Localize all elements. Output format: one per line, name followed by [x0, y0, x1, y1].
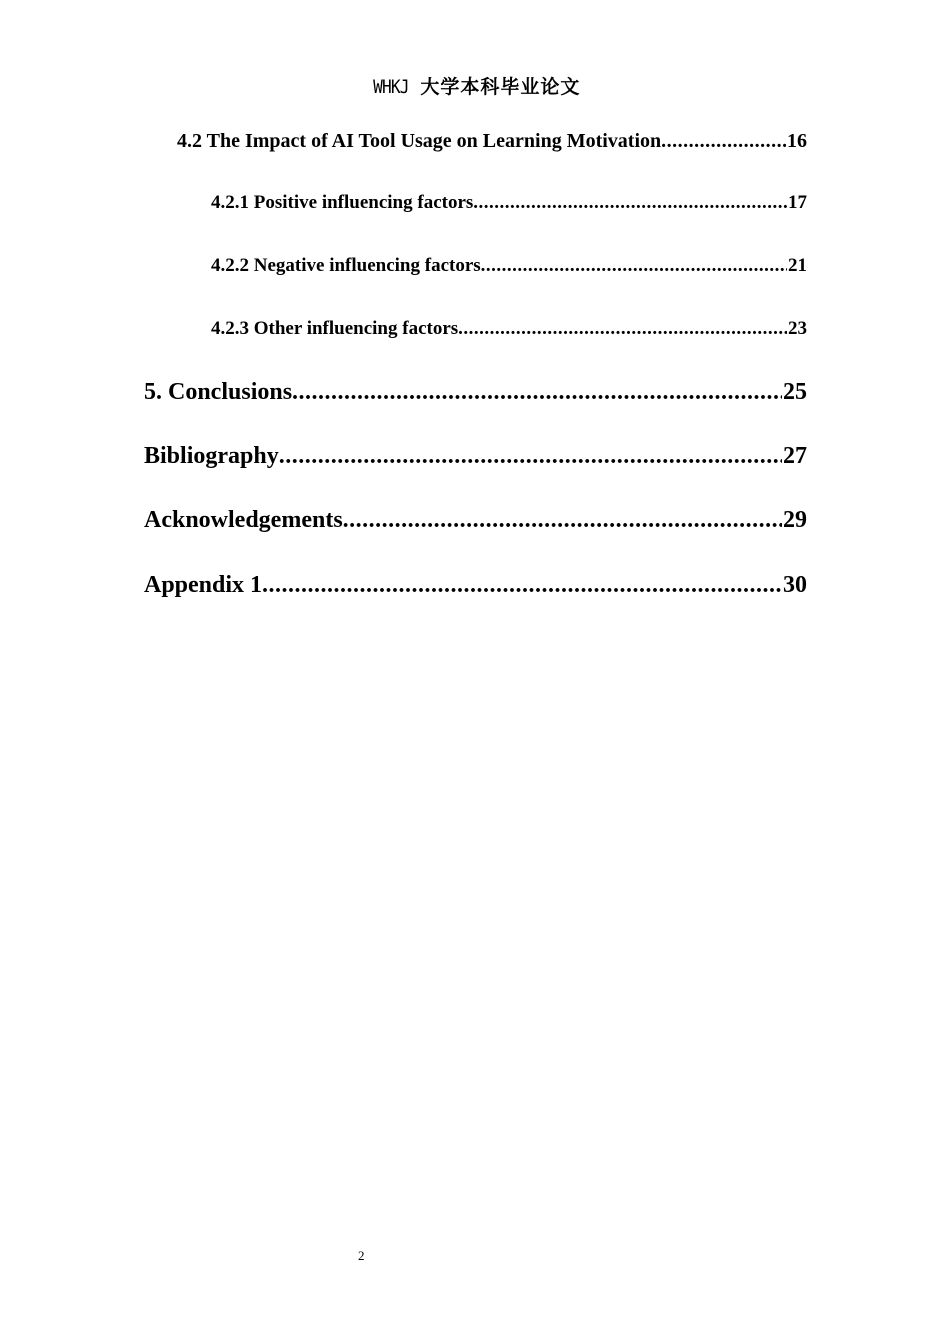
toc-entry-title: 4.2.3 Other influencing factors	[211, 318, 459, 339]
toc-entry-conclusions[interactable]	[144, 377, 807, 407]
toc-entry-4-2[interactable]	[177, 128, 807, 154]
toc-entry-acknowledgements[interactable]	[144, 505, 807, 535]
toc-entry-page: 25	[783, 379, 807, 405]
toc-entry-title: 4.2.1 Positive influencing factors	[211, 192, 474, 213]
toc-dot-leader	[262, 570, 782, 600]
toc-dot-leader	[292, 377, 782, 407]
toc-entry-4-2-1[interactable]	[211, 191, 807, 215]
toc-entry-4-2-2[interactable]	[211, 254, 807, 278]
page-number: 2	[358, 1248, 365, 1263]
toc-entry-page: 27	[783, 443, 807, 469]
toc-dot-leader	[343, 505, 782, 535]
toc-entry-bibliography[interactable]	[144, 441, 807, 471]
toc-entry-page: 29	[783, 507, 807, 533]
toc-dot-leader	[458, 317, 787, 341]
header-thesis-title: 大学本科毕业论文	[420, 76, 581, 98]
toc-entry-title: Acknowledgements	[144, 507, 343, 533]
toc-entry-title: 4.2.2 Negative influencing factors	[211, 255, 481, 276]
toc-entry-page: 23	[788, 318, 807, 339]
toc-dot-leader	[279, 441, 782, 471]
page-header	[0, 74, 950, 100]
toc-entry-title: 4.2 The Impact of AI Tool Usage on Learning Motivation	[177, 130, 662, 152]
toc-entry-page: 17	[788, 192, 807, 213]
toc-entry-page: 21	[788, 255, 807, 276]
toc-dot-leader	[661, 128, 786, 154]
toc-entry-appendix-1[interactable]	[144, 570, 807, 600]
toc-entry-page: 16	[787, 130, 807, 152]
header-school-code: WHKJ	[372, 76, 409, 98]
toc-dot-leader	[481, 254, 787, 278]
toc-entry-title: Bibliography	[144, 443, 279, 469]
toc-dot-leader	[473, 191, 787, 215]
toc-entry-page: 30	[783, 572, 807, 598]
toc-entry-title: 5. Conclusions	[144, 379, 293, 405]
toc-entry-4-2-3[interactable]	[211, 317, 807, 341]
toc-entry-title: Appendix 1	[144, 572, 263, 598]
